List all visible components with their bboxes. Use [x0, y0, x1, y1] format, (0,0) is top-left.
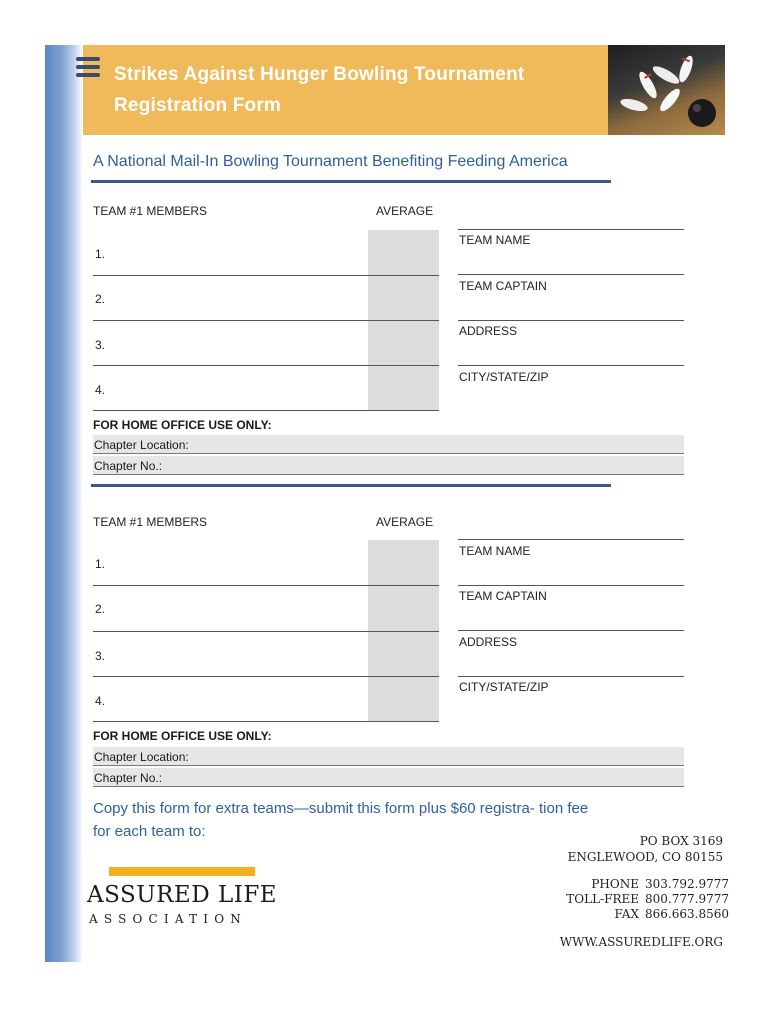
subtitle: A National Mail-In Bowling Tournament Benefiting Feeding America [93, 153, 568, 170]
logo-sub-text: ASSOCIATION [89, 912, 247, 926]
member-1-line[interactable] [93, 585, 439, 586]
website-link[interactable]: WWW.ASSUREDLIFE.ORG [559, 935, 723, 949]
fax-value: 866.663.8560 [645, 907, 729, 921]
page-title: Strikes Against Hunger Bowling Tournament Registration Form [114, 64, 525, 116]
member-3-label: 3. [95, 338, 106, 352]
phone-row [525, 877, 729, 892]
member-4-label: 4. [95, 694, 106, 708]
team-captain-label: TEAM CAPTAIN [459, 589, 547, 603]
chapter-location-field[interactable]: Chapter Location: [93, 435, 684, 454]
address-label: ADDRESS [459, 324, 518, 338]
member-2-line[interactable] [93, 631, 439, 632]
left-blue-stripe [45, 45, 83, 962]
city-state-zip-line[interactable] [458, 365, 684, 366]
team-captain-label: TEAM CAPTAIN [459, 279, 547, 293]
fax-label: FAX [614, 907, 639, 921]
fax-row [525, 907, 729, 922]
city-state-zip-line[interactable] [458, 676, 684, 677]
member-2-line[interactable] [93, 320, 439, 321]
bowling-pins-photo [608, 45, 725, 135]
members-heading: TEAM #1 MEMBERS [93, 204, 208, 218]
team-captain-line[interactable] [458, 585, 684, 586]
member-1-label: 1. [95, 557, 106, 571]
phone-label: PHONE [591, 877, 639, 891]
address-line-2: ENGLEWOOD, CO 80155 [567, 850, 723, 864]
member-4-label: 4. [95, 383, 106, 397]
member-3-line[interactable] [93, 676, 439, 677]
member-4-line[interactable] [93, 721, 439, 722]
logo-accent-bar [109, 867, 255, 876]
divider-middle [91, 484, 611, 487]
chapter-number-field[interactable]: Chapter No.: [93, 456, 684, 475]
address-label: ADDRESS [459, 635, 518, 649]
address-line[interactable] [458, 630, 684, 631]
member-2-label: 2. [95, 602, 106, 616]
registration-form-page [45, 45, 729, 962]
city-state-zip-label: CITY/STATE/ZIP [459, 680, 549, 694]
city-state-zip-label: CITY/STATE/ZIP [459, 370, 549, 384]
average-heading: AVERAGE [376, 515, 434, 529]
members-heading: TEAM #1 MEMBERS [93, 515, 208, 529]
team-name-line[interactable] [458, 229, 684, 230]
address-line-1: PO BOX 3169 [639, 834, 723, 848]
chapter-location-field[interactable]: Chapter Location: [93, 747, 684, 766]
office-use-title: FOR HOME OFFICE USE ONLY: [93, 418, 272, 432]
member-3-label: 3. [95, 649, 106, 663]
menu-lines-icon [76, 57, 100, 81]
member-1-label: 1. [95, 247, 106, 261]
mailing-address [545, 833, 723, 865]
office-use-title: FOR HOME OFFICE USE ONLY: [93, 729, 272, 743]
divider-top [91, 180, 611, 183]
chapter-number-field[interactable]: Chapter No.: [93, 768, 684, 787]
team-name-label: TEAM NAME [459, 544, 531, 558]
header-banner [83, 45, 608, 135]
member-4-line[interactable] [93, 410, 439, 411]
tollfree-row [525, 892, 729, 907]
member-1-line[interactable] [93, 275, 439, 276]
tollfree-label: TOLL-FREE [566, 892, 639, 906]
address-line[interactable] [458, 320, 684, 321]
member-3-line[interactable] [93, 365, 439, 366]
contact-numbers [525, 877, 729, 922]
team-name-line[interactable] [458, 539, 684, 540]
submission-instructions: Copy this form for extra teams—submit this form plus $60 registra- tion fee for each team to: [93, 800, 589, 840]
tollfree-value: 800.777.9777 [645, 892, 729, 906]
team-name-label: TEAM NAME [459, 233, 531, 247]
average-heading: AVERAGE [376, 204, 434, 218]
member-2-label: 2. [95, 292, 106, 306]
team-captain-line[interactable] [458, 274, 684, 275]
logo-main-text: ASSURED LIFE [87, 882, 278, 908]
phone-value: 303.792.9777 [645, 877, 729, 891]
